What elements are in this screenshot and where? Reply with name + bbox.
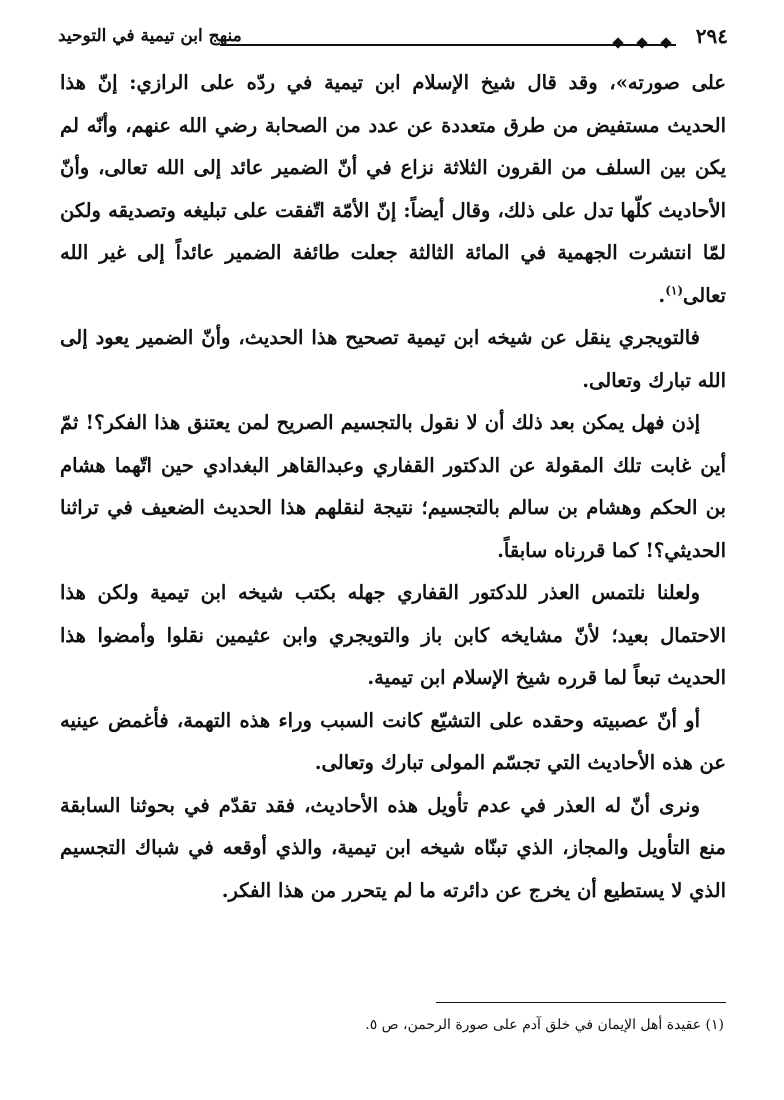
footnote: (١) عقيدة أهل الإيمان في خلق آدم على صورة الرحمن، ص ٥. (365, 1017, 724, 1033)
main-text (60, 62, 726, 912)
header-ornament-diamond (612, 37, 623, 48)
footnote-separator (436, 1002, 726, 1003)
paragraph: على صورته»، وقد قال شيخ الإسلام ابن تيمية في ردّه على الرازي: إنّ هذا الحديث مستفيض من طرق متعددة عن عدد من الصحابة رضي الله عنهم، وأنّه لم يكن بين السلف من القرون الثلاثة نزاع في أنّ الضمير عائد إلى الله تعالى، وأنّ الأحاديث كلّها تدل على ذلك، وقال أيضاً: إنّ الأمّة اتّفقت على تبليغه وتصديقه ولكن لمّا انتشرت الجهمية في المائة الثالثة جعلت طائفة الضمير عائداً إلى غير الله تعالى$^{(١)}$. (60, 71, 726, 307)
header-rule (220, 44, 676, 46)
paragraph: إذن فهل يمكن بعد ذلك أن لا نقول بالتجسيم الصريح لمن يعتنق هذا الفكر؟! ثمّ أين غابت تلك المقولة عن الدكتور القفاري وعبدالقاهر البغدادي حين اتّهما هشام بن الحكم وهشام بن سالم بالتجسيم؛ نتيجة لنقلهم هذا الحديث الضعيف في تراثنا الحديثي؟! كما قررناه سابقاً. (60, 411, 726, 562)
footnote-reference[interactable]: (١) (665, 283, 684, 297)
paragraph: ولعلنا نلتمس العذر للدكتور القفاري جهله بكتب شيخه ابن تيمية ولكن هذا الاحتمال بعيد؛ لأنّ مشايخه كابن باز والتويجري وابن عثيمين نقلوا وأمضوا هذا الحديث تبعاً لما قرره شيخ الإسلام ابن تيمية. (60, 581, 726, 689)
paragraph: ونرى أنّ له العذر في عدم تأويل هذه الأحاديث، فقد تقدّم في بحوثنا السابقة منع التأويل والمجاز، الذي تبنّاه شيخه ابن تيمية، والذي أوقعه في شباك التجسيم الذي لا يستطيع أن يخرج عن دائرته ما لم يتحرر من هذا الفكر. (60, 793, 726, 902)
page-number: ٢٩٤ (695, 24, 728, 48)
paragraph: فالتويجري ينقل عن شيخه ابن تيمية تصحيح هذا الحديث، وأنّ الضمير يعود إلى الله تبارك وتعالى. (60, 326, 726, 392)
book-title: منهج ابن تيمية في التوحيد (58, 26, 242, 46)
paragraph: أو أنّ عصبيته وحقده على التشيّع كانت السبب وراء هذه التهمة، فأغمض عينيه عن هذه الأحاديث التي تجسّم المولى تبارك وتعالى. (60, 708, 726, 774)
header-ornament-diamond (636, 37, 647, 48)
page-header (58, 18, 728, 54)
header-ornament-diamond (660, 37, 671, 48)
